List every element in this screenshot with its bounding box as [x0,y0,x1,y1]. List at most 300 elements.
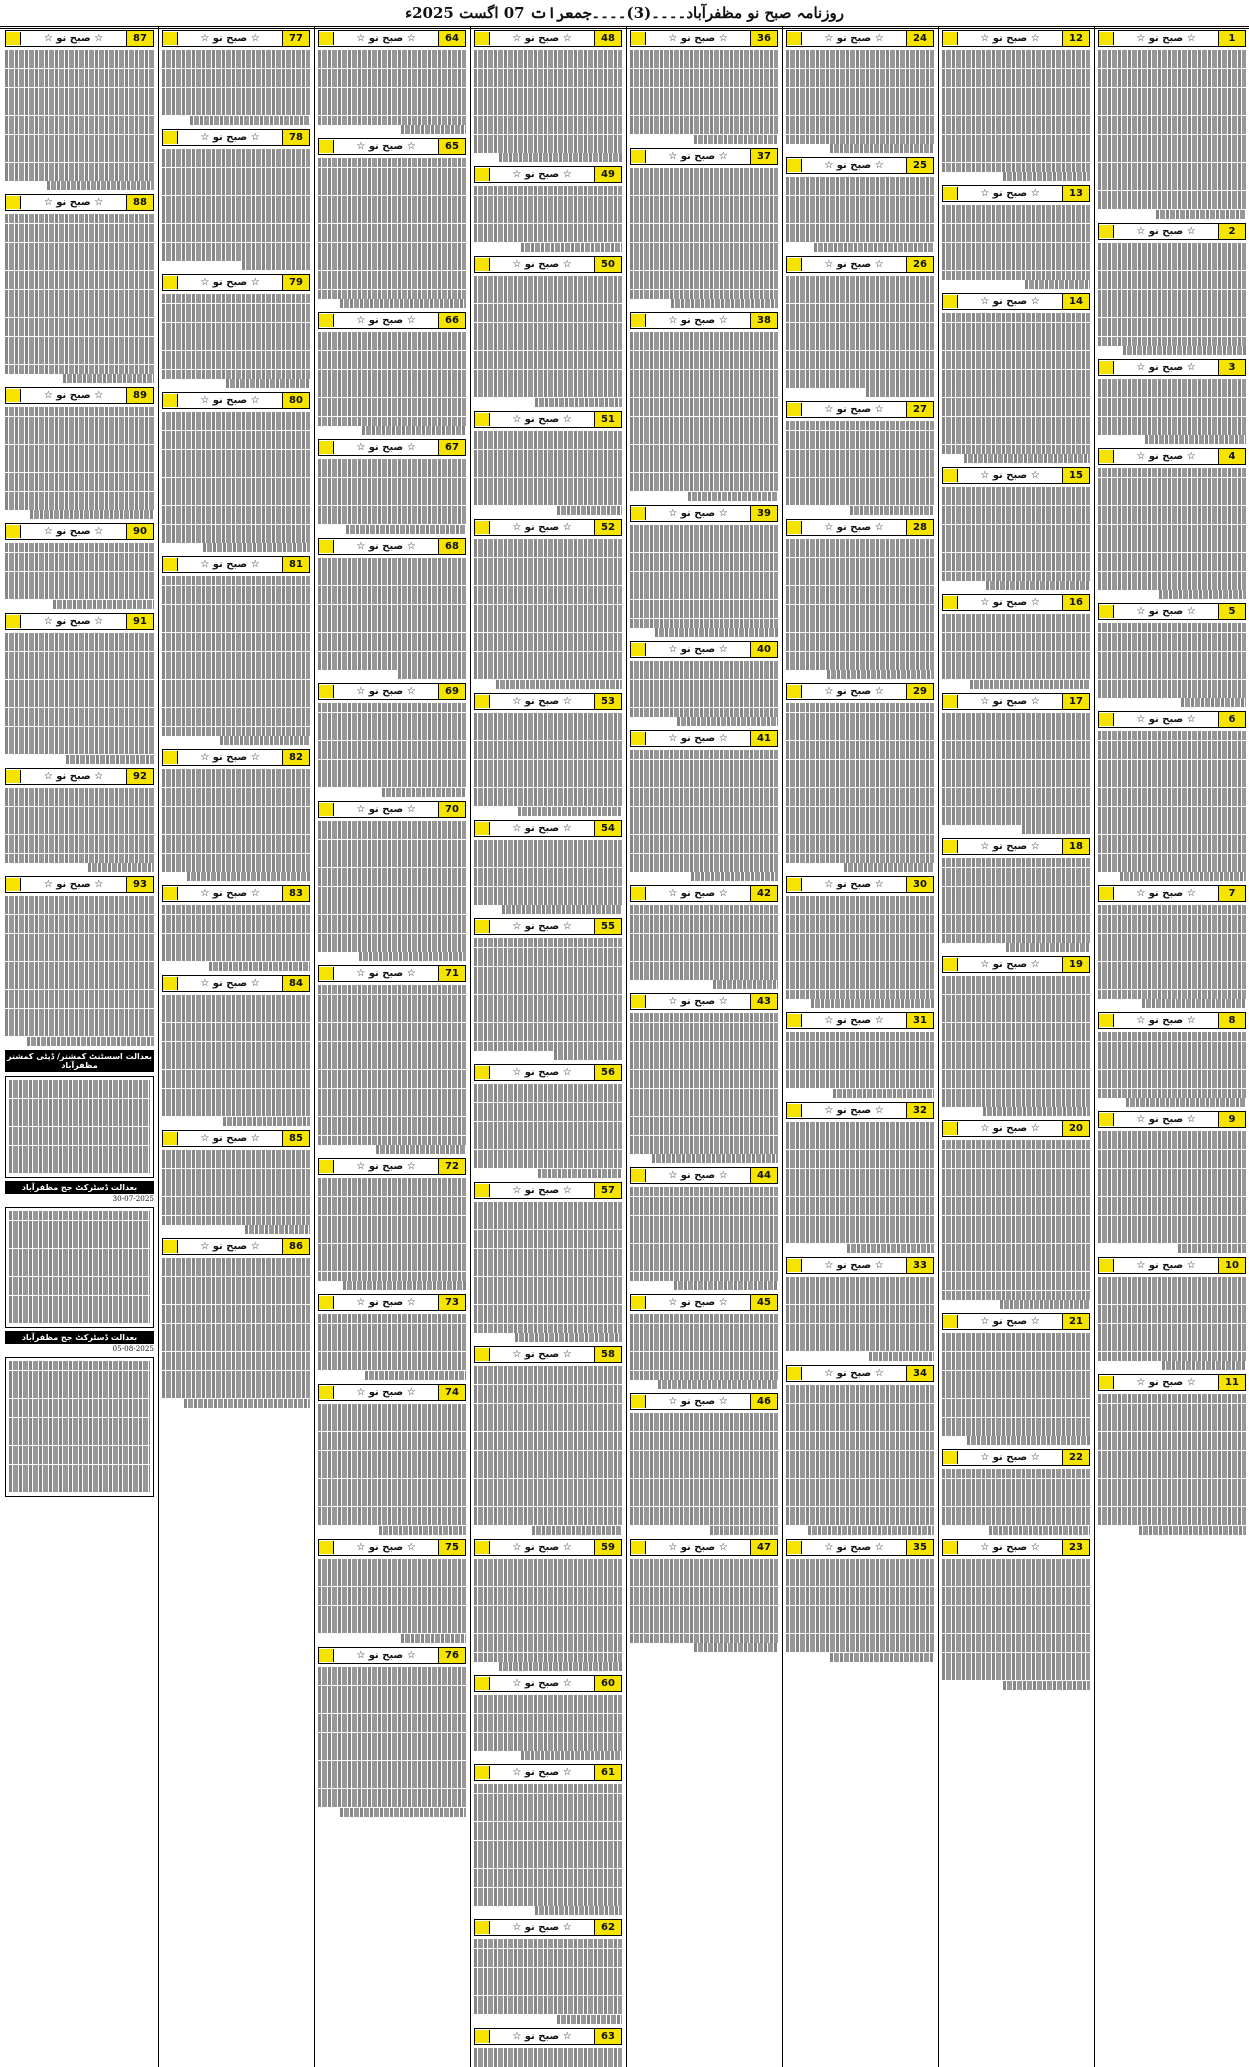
item-tag [630,1393,778,1410]
paper-logo-icon [787,1367,802,1380]
paper-logo-icon [631,150,646,163]
news-text-block [318,1178,466,1290]
item-source-label: ☆ صبح نو ☆ [824,1367,884,1379]
item-number: 35 [906,1540,933,1555]
item-source-label: ☆ صبح نو ☆ [668,314,728,326]
paper-logo-icon [319,140,334,153]
item-number: 56 [594,1065,621,1080]
item-tag [162,556,310,573]
item-tag [1098,1374,1246,1391]
item-source-label: ☆ صبح نو ☆ [668,150,728,162]
item-source-label: ☆ صبح نو ☆ [980,1452,1040,1464]
item-number: 51 [594,412,621,427]
item-source-label: ☆ صبح نو ☆ [43,33,104,44]
item-tag [5,194,154,211]
paper-logo-icon [319,441,334,454]
item-source-label: ☆ صبح نو ☆ [824,1104,884,1116]
news-item [474,1182,622,1342]
news-text-block [1098,1032,1246,1107]
news-text-block [318,459,466,534]
item-tag [1098,223,1246,240]
item-source-label: ☆ صبح نو ☆ [1136,1377,1196,1389]
item-tag [162,129,310,146]
item-source-label: ☆ صبح نو ☆ [1136,1113,1196,1125]
item-number: 27 [906,402,933,417]
news-item [786,1257,934,1361]
news-text-block [1098,243,1246,355]
item-tag [474,918,622,935]
item-source-label: ☆ صبح نو ☆ [980,33,1040,44]
news-item [1098,885,1246,1008]
paper-logo-icon [475,920,490,933]
paper-logo-icon [631,643,646,656]
item-number: 57 [594,1183,621,1198]
paper-logo-icon [1099,713,1114,726]
item-number: 63 [594,2029,621,2044]
news-text-block [318,558,466,680]
item-number: 72 [438,1159,465,1174]
paper-logo-icon [631,1395,646,1408]
item-source-label: ☆ صبح نو ☆ [200,394,260,406]
paper-logo-icon [475,1184,490,1197]
item-source-label: ☆ صبح نو ☆ [356,803,416,815]
item-tag [318,1158,466,1175]
item-tag [786,683,934,700]
item-source-label: ☆ صبح نو ☆ [980,188,1040,200]
news-item [630,1294,778,1389]
paper-logo-icon [631,995,646,1008]
news-column [938,26,1093,2067]
item-number: 28 [906,520,933,535]
paper-logo-icon [631,1169,646,1182]
paper-logo-icon [943,1541,958,1554]
item-source-label: ☆ صبح نو ☆ [980,1123,1040,1135]
item-number: 74 [438,1385,465,1400]
item-tag [630,1294,778,1311]
item-source-label: ☆ صبح نو ☆ [824,878,884,890]
news-item [630,1167,778,1290]
item-source-label: ☆ صبح نو ☆ [512,695,572,707]
item-tag [630,730,778,747]
item-source-label: ☆ صبح نو ☆ [43,770,104,782]
news-column [782,26,937,2067]
paper-logo-icon [631,732,646,745]
paper-logo-icon [787,1014,802,1027]
item-number: 48 [594,31,621,46]
paper-logo-icon [163,1240,178,1253]
item-tag [5,876,154,893]
item-number: 68 [438,539,465,554]
item-tag [942,693,1090,710]
item-number: 17 [1062,694,1089,709]
paper-logo-icon [943,187,958,200]
paper-logo-icon [787,1541,802,1554]
item-source-label: ☆ صبح نو ☆ [512,33,572,44]
news-item [474,1064,622,1178]
news-text-block [318,1559,466,1643]
news-text-block [5,896,154,1046]
news-text-block [630,1013,778,1163]
item-number: 39 [750,506,777,521]
news-text-block [630,1413,778,1535]
news-text-block [786,421,934,515]
paper-logo-icon [163,131,178,144]
item-number: 18 [1062,839,1089,854]
news-item [630,993,778,1163]
item-tag [630,885,778,902]
news-item [5,30,154,190]
item-source-label: ☆ صبح نو ☆ [1136,1015,1196,1027]
news-item [630,148,778,308]
item-source-label: ☆ صبح نو ☆ [200,1132,260,1144]
item-tag [786,1365,934,1382]
item-source-label: ☆ صبح نو ☆ [200,752,260,764]
paper-logo-icon [631,32,646,45]
news-text-block [474,938,622,1060]
news-item [5,613,154,764]
news-column [626,26,781,2067]
item-number: 53 [594,694,621,709]
news-text-block [474,1084,622,1178]
item-number: 73 [438,1295,465,1310]
news-text-block [474,186,622,251]
news-item [942,838,1090,952]
news-text-block [786,50,934,153]
news-text-block [630,1559,778,1653]
news-text-block [474,431,622,515]
paper-logo-icon [787,159,802,172]
paper-logo-icon [787,878,802,891]
paper-logo-icon [319,1296,334,1309]
item-number: 46 [750,1394,777,1409]
item-number: 15 [1062,468,1089,483]
item-source-label: ☆ صبح نو ☆ [668,643,728,655]
news-text-block [942,1559,1090,1690]
item-tag [318,538,466,555]
item-number: 36 [750,31,777,46]
item-source-label: ☆ صبح نو ☆ [1136,606,1196,618]
news-item [474,820,622,915]
item-tag [162,975,310,992]
item-tag [1098,359,1246,376]
paper-logo-icon [163,977,178,990]
item-tag [630,641,778,658]
item-number: 93 [126,877,153,892]
news-text-block [162,1150,310,1234]
item-number: 85 [282,1131,309,1146]
item-source-label: ☆ صبح نو ☆ [668,33,728,44]
item-tag [162,749,310,766]
item-number: 29 [906,684,933,699]
paper-logo-icon [319,32,334,45]
news-text-block [318,985,466,1154]
item-tag [474,411,622,428]
news-text-block [786,1385,934,1535]
item-source-label: ☆ صبح نو ☆ [200,33,260,44]
news-text-block [786,1032,934,1097]
news-text-block [162,576,310,745]
item-number: 49 [594,167,621,182]
news-item [162,975,310,1126]
item-source-label: ☆ صبح نو ☆ [512,1184,572,1196]
news-text-block [786,1559,934,1662]
item-source-label: ☆ صبح نو ☆ [356,33,416,44]
item-tag [318,439,466,456]
item-tag [474,30,622,47]
news-item [1098,711,1246,881]
news-text-block [474,1202,622,1342]
item-tag [1098,711,1246,728]
news-item [318,1158,466,1290]
news-item [786,519,934,679]
news-item [1098,1012,1246,1107]
item-number: 66 [438,313,465,328]
news-column [470,26,625,2067]
news-item [5,523,154,608]
paper-logo-icon [475,1541,490,1554]
item-number: 19 [1062,957,1089,972]
paper-logo-icon [6,32,21,45]
news-item [318,1539,466,1643]
paper-logo-icon [943,1315,958,1328]
news-text-block [318,1314,466,1379]
item-tag [786,157,934,174]
item-number: 1 [1218,31,1245,46]
paper-logo-icon [6,525,21,538]
item-number: 16 [1062,595,1089,610]
news-text-block [162,769,310,881]
item-tag [474,519,622,536]
paper-logo-icon [631,507,646,520]
item-number: 61 [594,1765,621,1780]
news-item [942,693,1090,835]
paper-logo-icon [475,1921,490,1934]
news-item [318,683,466,797]
paper-logo-icon [319,685,334,698]
news-item [318,30,466,134]
paper-logo-icon [475,2030,490,2043]
news-item [942,1313,1090,1445]
item-number: 79 [282,275,309,290]
news-item [942,1120,1090,1309]
item-tag [318,965,466,982]
news-item [786,1102,934,1253]
item-number: 90 [126,524,153,539]
item-tag [786,30,934,47]
news-text-block [5,50,154,190]
paper-logo-icon [787,1259,802,1272]
news-item [1098,1374,1246,1534]
item-tag [318,138,466,155]
news-item [318,312,466,435]
news-item [1098,359,1246,444]
item-number: 3 [1218,360,1245,375]
item-tag [942,838,1090,855]
news-text-block [162,50,310,125]
news-item [5,768,154,872]
item-source-label: ☆ صبح نو ☆ [512,1541,572,1553]
paper-logo-icon [631,887,646,900]
item-number: 54 [594,821,621,836]
news-text-block [630,661,778,726]
paper-logo-icon [319,540,334,553]
paper-logo-icon [475,1677,490,1690]
news-text-block [5,788,154,872]
item-source-label: ☆ صبح نو ☆ [1136,451,1196,463]
item-source-label: ☆ صبح نو ☆ [356,540,416,552]
news-item [786,30,934,153]
item-tag [630,30,778,47]
item-number: 38 [750,313,777,328]
paper-logo-icon [1099,605,1114,618]
item-number: 88 [126,195,153,210]
news-item [786,157,934,252]
news-item [1098,1257,1246,1371]
item-source-label: ☆ صبح نو ☆ [512,413,572,425]
item-source-label: ☆ صبح نو ☆ [512,1677,572,1689]
item-source-label: ☆ صبح نو ☆ [668,1297,728,1309]
item-tag [5,30,154,47]
item-number: 9 [1218,1112,1245,1127]
item-tag [474,2028,622,2045]
item-source-label: ☆ صبح نو ☆ [512,822,572,834]
paper-logo-icon [943,1451,958,1464]
news-item [630,885,778,989]
item-source-label: ☆ صبح نو ☆ [824,1541,884,1553]
news-item [630,1393,778,1535]
item-number: 34 [906,1366,933,1381]
item-source-label: ☆ صبح نو ☆ [668,1395,728,1407]
item-source-label: ☆ صبح نو ☆ [824,159,884,171]
news-item [162,30,310,125]
news-text-block [1098,50,1246,219]
news-item [1098,30,1246,219]
item-tag [630,1167,778,1184]
item-number: 44 [750,1168,777,1183]
item-number: 25 [906,158,933,173]
news-text-block [5,214,154,383]
item-number: 82 [282,750,309,765]
news-item [942,467,1090,590]
item-tag [318,801,466,818]
item-tag [1098,1012,1246,1029]
news-text-block [5,407,154,519]
item-source-label: ☆ صبح نو ☆ [512,258,572,270]
paper-logo-icon [1099,450,1114,463]
news-item [5,194,154,383]
item-tag [786,519,934,536]
item-tag [318,312,466,329]
news-text-block [318,332,466,435]
item-tag [5,613,154,630]
news-item [942,1449,1090,1534]
item-source-label: ☆ صبح نو ☆ [43,878,104,890]
item-tag [474,1919,622,1936]
news-text-block [786,539,934,679]
item-tag [942,1120,1090,1137]
item-number: 26 [906,257,933,272]
item-tag [786,1102,934,1119]
news-item [630,730,778,881]
news-text-block [318,158,466,308]
paper-logo-icon [6,196,21,209]
item-number: 14 [1062,294,1089,309]
item-tag [942,1449,1090,1466]
news-text-block [474,840,622,915]
notice-date: 05-08-2025 [112,1343,154,1353]
item-tag [474,1539,622,1556]
news-item [942,1539,1090,1690]
news-item [630,641,778,726]
item-tag [318,1384,466,1401]
item-number: 71 [438,966,465,981]
news-text-block [630,905,778,989]
paper-logo-icon [943,295,958,308]
item-tag [474,166,622,183]
item-number: 89 [126,388,153,403]
item-number: 21 [1062,1314,1089,1329]
news-item [162,274,310,388]
news-item [1098,448,1246,599]
item-number: 23 [1062,1540,1089,1555]
news-text-block [162,412,310,552]
item-tag [942,293,1090,310]
paper-logo-icon [475,1066,490,1079]
item-tag [474,256,622,273]
item-tag [1098,1111,1246,1128]
news-text-block [318,1667,466,1817]
item-source-label: ☆ صبح نو ☆ [356,1541,416,1553]
news-item [474,1919,622,2023]
paper-logo-icon [943,695,958,708]
paper-logo-icon [943,32,958,45]
court-notice [5,1076,154,1178]
news-text-block [474,539,622,689]
news-text-block [630,750,778,881]
news-text-block [474,1784,622,1915]
news-text-block [786,276,934,398]
item-tag [1098,448,1246,465]
news-text-block [942,205,1090,289]
paper-logo-icon [475,695,490,708]
item-number: 87 [126,31,153,46]
paper-logo-icon [163,887,178,900]
paper-logo-icon [319,803,334,816]
news-item [474,1346,622,1535]
item-source-label: ☆ صبح نو ☆ [1136,225,1196,237]
news-text-block [5,543,154,608]
item-tag [786,401,934,418]
item-tag [318,683,466,700]
news-item [942,30,1090,181]
news-text-block [162,995,310,1126]
item-source-label: ☆ صبح نو ☆ [980,958,1040,970]
masthead-title: روزنامہ صبح نو مظفرآباد۔۔۔۔(3)۔۔۔۔جمعرات 07 اگست 2025ء [405,4,844,22]
item-source-label: ☆ صبح نو ☆ [824,258,884,270]
item-number: 2 [1218,224,1245,239]
item-source-label: ☆ صبح نو ☆ [356,1160,416,1172]
paper-logo-icon [943,1122,958,1135]
paper-logo-icon [475,822,490,835]
item-source-label: ☆ صبح نو ☆ [200,1240,260,1252]
item-source-label: ☆ صبح نو ☆ [980,1316,1040,1328]
item-source-label: ☆ صبح نو ☆ [824,1259,884,1271]
news-text-block [1098,905,1246,1008]
news-text-block [630,168,778,308]
news-item [630,312,778,501]
news-text-block [630,1187,778,1290]
item-source-label: ☆ صبح نو ☆ [668,507,728,519]
